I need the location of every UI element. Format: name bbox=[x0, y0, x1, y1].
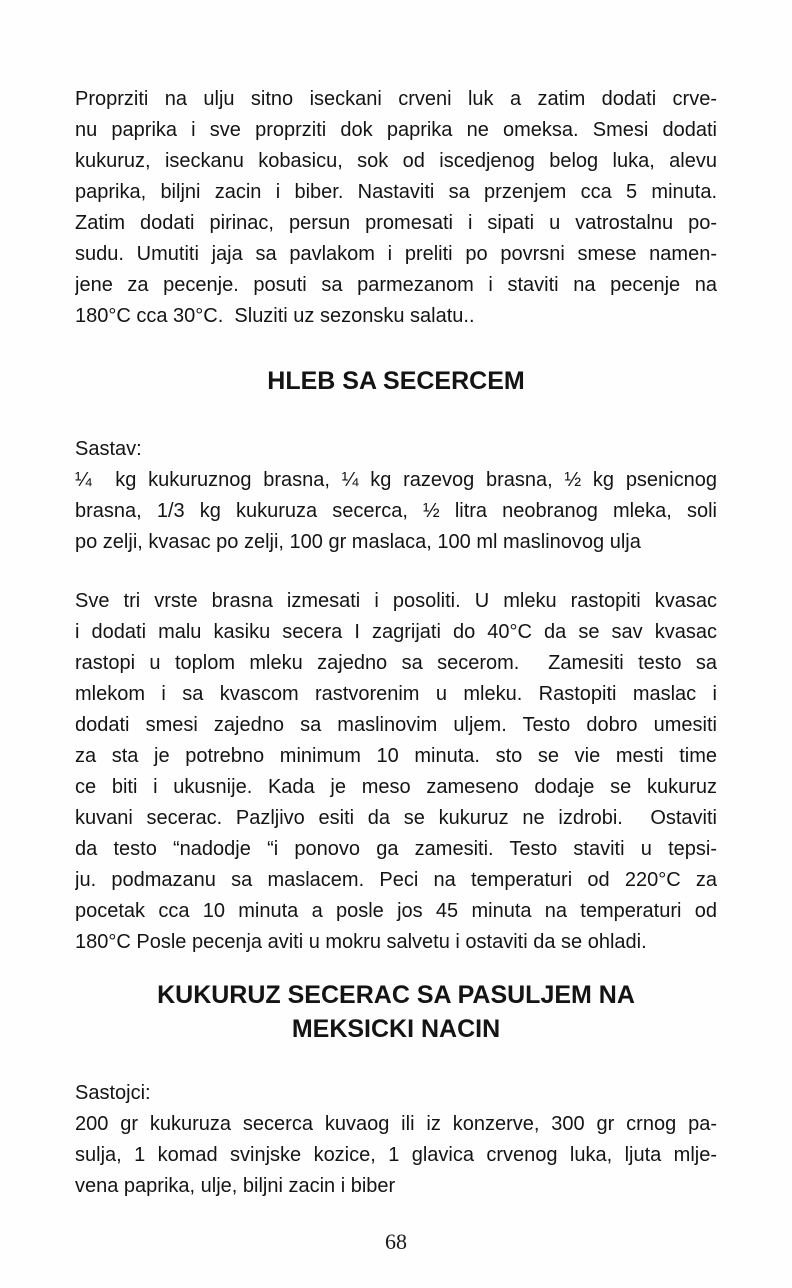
text-line: KUKURUZ SECERAC SA PASULJEM NA bbox=[157, 981, 635, 1009]
recipe-title-kukuruz bbox=[75, 978, 717, 1046]
text-line: sulja, 1 komad svinjske kozice, 1 glavica crvenog luka, ljuta mlje- bbox=[75, 1144, 717, 1166]
text-line: 200 gr kukuruza secerca kuvaog ili iz konzerve, 300 gr crnog pa- bbox=[75, 1113, 717, 1135]
text-line: MEKSICKI NACIN bbox=[291, 1015, 501, 1043]
ingredients-section-hleb bbox=[75, 434, 717, 558]
text-line: vena paprika, ulje, biljni zacin i biber bbox=[75, 1175, 396, 1197]
text-line: za sta je potrebno minimum 10 minuta. sto se vie mesti time bbox=[75, 745, 717, 767]
text-line: po zelji, kvasac po zelji, 100 gr maslaca, 100 ml maslinovog ulja bbox=[75, 531, 641, 553]
text-line: ce biti i ukusnije. Kada je meso zameseno dodaje se kukuruz bbox=[75, 776, 717, 798]
text-line: Zatim dodati pirinac, persun promesati i sipati u vatrostalnu po- bbox=[75, 212, 717, 234]
recipe-title-hleb: HLEB SA SECERCEM bbox=[267, 367, 525, 395]
ingredients-lines bbox=[75, 465, 717, 558]
text-line: ju. podmazanu sa maslacem. Peci na temperaturi od 220°C za bbox=[75, 869, 717, 891]
text-line: kuvani secerac. Pazljivo esiti da se kukuruz ne izdrobi. Ostaviti bbox=[75, 807, 717, 829]
text-line: mlekom i sa kvascom rastvorenim u mleku. Rastopiti maslac i bbox=[75, 683, 717, 705]
page-number: 68 bbox=[385, 1229, 407, 1254]
previous-recipe-instructions bbox=[75, 84, 717, 332]
text-line: paprika, biljni zacin i biber. Nastaviti sa przenjem cca 5 minuta. bbox=[75, 181, 717, 203]
text-line: 180°C Posle pecenja aviti u mokru salvetu i ostaviti da se ohladi. bbox=[75, 931, 647, 953]
text-line: 180°C cca 30°C. Sluziti uz sezonsku salatu.. bbox=[75, 305, 475, 327]
text-line: i dodati malu kasiku secera I zagrijati do 40°C da se sav kvasac bbox=[75, 621, 717, 643]
ingredients-label: Sastav: bbox=[75, 438, 142, 460]
text-line: jene za pecenje. posuti sa parmezanom i staviti na pecenje na bbox=[75, 274, 717, 296]
recipe-instructions-hleb bbox=[75, 586, 717, 958]
text-line: ¼ kg kukuruznog brasna, ¼ kg razevog brasna, ½ kg psenicnog bbox=[75, 469, 717, 491]
text-line: Sve tri vrste brasna izmesati i posoliti. U mleku rastopiti kvasac bbox=[75, 590, 717, 612]
text-line: sudu. Umutiti jaja sa pavlakom i preliti po povrsni smese namen- bbox=[75, 243, 717, 265]
text-line: Proprziti na ulju sitno iseckani crveni luk a zatim dodati crve- bbox=[75, 88, 717, 110]
text-line: rastopi u toplom mleku zajedno sa secerom. Zamesiti testo sa bbox=[75, 652, 717, 674]
ingredients-lines bbox=[75, 1109, 717, 1202]
text-line: da testo “nadodje “i ponovo ga zamesiti. Testo staviti u tepsi- bbox=[75, 838, 717, 860]
text-line: dodati smesi zajedno sa maslinovim uljem. Testo dobro umesiti bbox=[75, 714, 717, 736]
text-line: kukuruz, iseckanu kobasicu, sok od iscedjenog belog luka, alevu bbox=[75, 150, 717, 172]
text-line: brasna, 1/3 kg kukuruza secerca, ½ litra neobranog mleka, soli bbox=[75, 500, 717, 522]
text-line: nu paprika i sve proprziti dok paprika ne omeksa. Smesi dodati bbox=[75, 119, 717, 141]
ingredients-label: Sastojci: bbox=[75, 1082, 151, 1104]
text-line: pocetak cca 10 minuta a posle jos 45 minuta na temperaturi od bbox=[75, 900, 717, 922]
ingredients-section-kukuruz bbox=[75, 1078, 717, 1202]
